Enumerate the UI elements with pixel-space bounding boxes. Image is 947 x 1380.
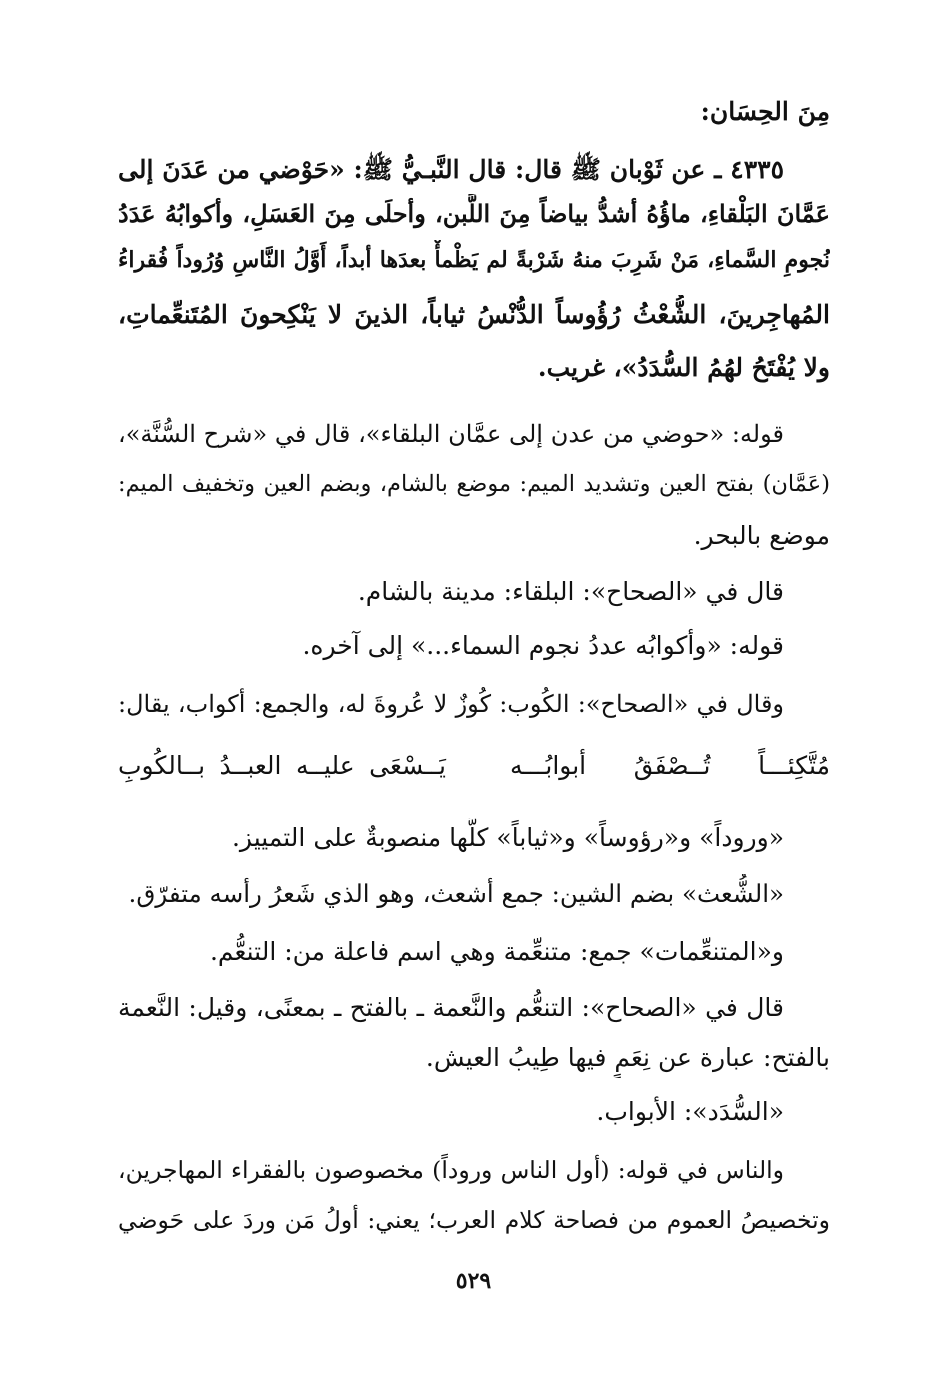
hadith-line-3: نُجومِ السَّماءِ، مَنْ شَرِبَ منهُ شَرْبةً لم يَظْمأْ بعدَها أبداً، أَوَّلُ النَّاسِ وُرُوداً فُقراءُ: [118, 247, 830, 273]
commentary-line-2: (عَمَّان) بفتح العين وتشديد الميم: موضع بالشام، وبضم العين وتخفيف الميم:: [118, 471, 830, 497]
commentary-line-3: موضع بالبحر.: [693, 521, 830, 550]
section-heading: مِنَ الحِسَان:: [700, 97, 830, 126]
commentary-line-10: قال في «الصحاح»: التنعُّم والنَّعمة ـ بالفتح ـ بمعنًى، وقيل: النَّعمة: [118, 993, 784, 1022]
poetry-verse: [118, 746, 830, 790]
page-number: ٥٢٩: [455, 1268, 492, 1294]
commentary-line-6: وقال في «الصحاح»: الكُوب: كُوزٌ لا عُروةَ له، والجمع: أكواب، يقال:: [118, 690, 784, 718]
hadith-line-2: عَمَّانَ البَلْقاءِ، ماؤُهُ أشدُّ بياضاً مِنَ اللَّبن، وأحلَى مِنَ العَسَلِ، وأكوابُهُ عَدَدُ: [118, 199, 830, 228]
hadith-line-5: ولا يُفْتَحُ لهُمُ السُّدَدُ»، غريب.: [537, 353, 830, 382]
commentary-line-9: و«المتنعِّمات» جمع: متنعِّمة وهي اسم فاعلة من: التنعُّم.: [209, 937, 784, 966]
commentary-line-5: قوله: «وأكوابُه عددُ نجوم السماء...» إلى آخره.: [302, 631, 784, 660]
document-page: [118, 0, 830, 1380]
commentary-line-8: «الشُّعث» بضم الشين: جمع أشعث، وهو الذي شَعرُ رأسه متفرّق.: [128, 879, 784, 908]
commentary-line-1: قوله: «حوضي من عدن إلى عمَّان البلقاء»، قال في «شرح السُّنَّة»،: [118, 420, 784, 448]
hadith-line-4: المُهاجِرينَ، الشُّعْثُ رُؤُوساً الدُّنْسُ ثياباً، الذينَ لا يَنْكِحونَ المُتَنعِّماتِ،: [118, 300, 830, 329]
commentary-line-4: قال في «الصحاح»: البلقاء: مدينة بالشام.: [357, 577, 784, 606]
verse-first-hemistich: مُتَّكِئـــاً تُــصْفَقُ أبوابُـــه: [510, 751, 830, 780]
commentary-line-13: والناس في قوله: (أول الناس وروداً) مخصوصون بالفقراء المهاجرين،: [118, 1156, 784, 1184]
hadith-line-1: ٤٣٣٥ ـ عن ثَوْبان ﷺ قال: قال النَّبـيُّ ﷺ: «حَوْضي من عَدَنَ إلى: [118, 155, 784, 184]
verse-second-hemistich: يَــسْعَى عليــه العبــدُ بــالكُوبِ: [118, 751, 446, 780]
commentary-line-12: «السُّدَد»: الأبواب.: [596, 1097, 784, 1126]
commentary-line-7: «وروداً» و«رؤوساً» و«ثياباً» كلُّها منصوبةٌ على التمييز.: [231, 823, 784, 852]
commentary-line-14: وتخصيصُ العموم من فصاحة كلام العرب؛ يعني: أولُ مَن وردَ على حَوضي: [118, 1206, 830, 1234]
commentary-line-11: بالفتح: عبارة عن نِعَمٍ فيها طِيبُ العيش.: [425, 1043, 830, 1072]
